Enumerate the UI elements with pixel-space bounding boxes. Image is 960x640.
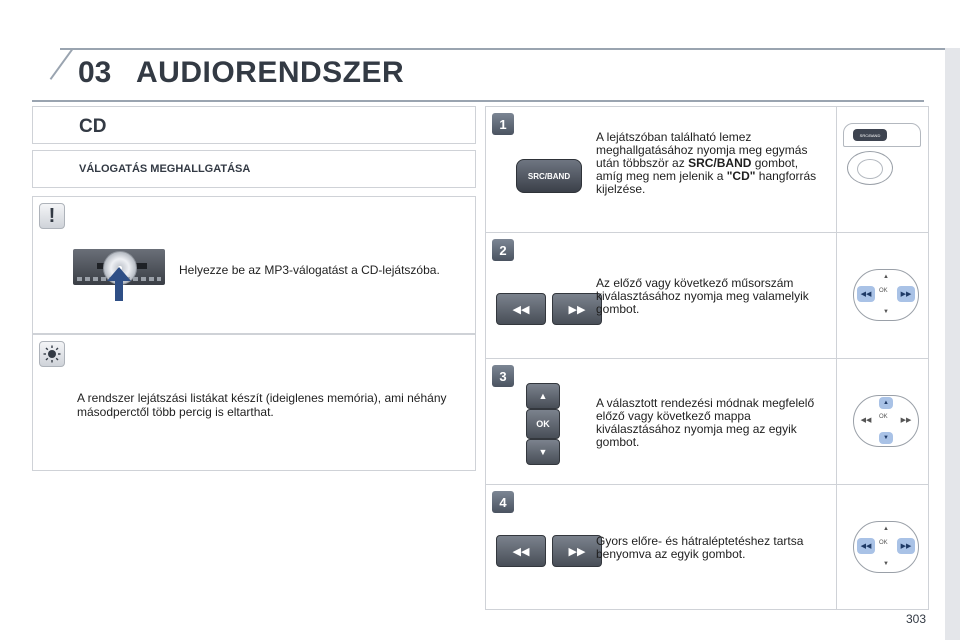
step-4-thumbnail [836,485,928,609]
chapter-header [32,48,954,102]
fast-forward-icon: ▶▶ [552,293,602,325]
up-arrow-icon: ▲ [879,397,893,409]
step-1-thumbnail [836,107,928,232]
exclamation-icon: ! [39,203,65,229]
control-pad-thumbnail [853,395,919,447]
down-arrow-icon: ▼ [526,439,560,465]
fast-forward-icon: ▶▶ [552,535,602,567]
tip-text: A rendszer lejátszási listákat készít (ideiglenes memória), ami néhány másodperctől több percig is eltarthat. [77,391,447,419]
rewind-icon: ◀◀ [857,286,875,302]
step-2 [486,233,928,359]
section-selection-bar [32,150,476,188]
step-1 [486,107,928,233]
header-top-rule [60,48,954,50]
step-number: 1 [492,113,514,135]
down-arrow-icon: ▼ [883,309,889,315]
step-3-thumbnail [836,359,928,484]
step-number: 4 [492,491,514,513]
section-selection-title: VÁLOGATÁS MEGHALLGATÁSA [79,163,251,175]
step-2-text: Az előző vagy következő műsorszám kiválasztásához nyomja meg valamelyik gombot. [596,276,809,316]
section-cd-title: CD [79,116,107,137]
control-pad-thumbnail [853,521,919,573]
section-cd-bar [32,106,476,144]
fast-forward-icon: ▶▶ [897,538,915,554]
down-arrow-icon: ▼ [879,432,893,444]
chapter-title: AUDIORENDSZER [136,56,405,89]
src-band-button: SRC/BAND [516,159,582,193]
page-edge-band [945,48,960,640]
ok-button: OK [526,409,560,439]
step-3 [486,359,928,485]
up-ok-down-buttons [526,383,560,465]
up-arrow-icon: ▲ [526,383,560,409]
step-1-text: A lejátszóban található lemez meghallgatásához nyomja meg egymás után többször az SRC/BAND gombot, amíg meg nem jelenik a "CD" hangforrás kijelzése. [596,130,817,196]
lightbulb-icon [39,341,65,367]
fast-forward-icon: ▶▶ [900,417,912,424]
up-arrow-icon: ▲ [883,526,889,532]
down-arrow-icon: ▼ [883,561,889,567]
rewind-icon: ◀◀ [857,538,875,554]
pad-ok-label: OK [879,288,888,294]
step-4-text: Gyors előre- és hátraléptetéshez tartsa benyomva az egyik gombot. [596,534,804,561]
rewind-icon: ◀◀ [496,293,546,325]
tip-box [32,334,476,471]
header-slant-rule [50,48,74,80]
header-bottom-rule [32,100,924,102]
rewind-icon: ◀◀ [860,417,872,424]
up-arrow-icon: ▲ [883,274,889,280]
steps-panel [485,106,929,610]
dashboard-thumbnail [843,119,923,189]
prev-next-buttons [496,293,606,325]
warning-box [32,196,476,334]
insert-arrow-icon [107,267,131,301]
pad-ok-label: OK [879,414,888,420]
fast-seek-buttons [496,535,606,567]
fast-forward-icon: ▶▶ [897,286,915,302]
control-pad-thumbnail [853,269,919,321]
step-4 [486,485,928,609]
step-number: 3 [492,365,514,387]
pad-ok-label: OK [879,540,888,546]
chapter-number: 03 [78,56,112,89]
step-3-text: A választott rendezési módnak megfelelő előző vagy következő mappa kiválasztásához nyomja meg az egyik gombot. [596,396,815,449]
step-number: 2 [492,239,514,261]
src-band-mini-button: SRC/BAND [853,129,887,141]
page-number: 303 [906,612,927,626]
step-2-thumbnail [836,233,928,358]
rewind-icon: ◀◀ [496,535,546,567]
warning-text: Helyezze be az MP3-válogatást a CD-lejátszóba. [179,263,440,277]
